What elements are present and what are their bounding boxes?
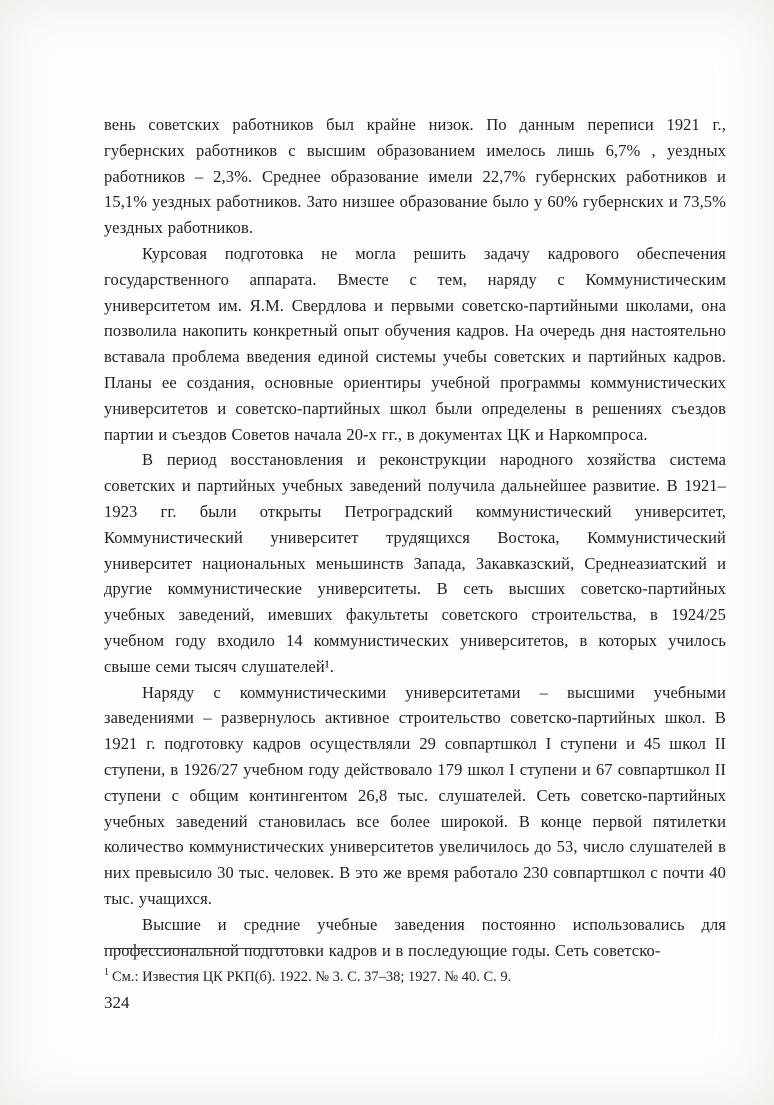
- paragraph: Высшие и средние учебные заведения постоянно использовались для профессиональной подготовки кадров и в последующие годы. Сеть советско-: [104, 914, 726, 960]
- footnote-separator: [104, 948, 294, 949]
- footnote: [104, 963, 726, 987]
- paragraph: В период восстановления и реконструкции народного хозяйства система советских и партийных учебных заведений получила дальнейшее развитие. В 1921–1923 гг. были открыты Петроградский коммунистический университет, Коммунистический университет трудящихся Востока, Коммунистический университет национальных меньшинств Запада, Закавказский, Среднеазиатский и другие коммунистические университеты. В сеть высших советско-партийных учебных заведений, имевших факультеты советского строительства, в 1924/25 учебном году входило 14 коммунистических университетов, в которых училось свыше семи тысяч слушателей¹.: [104, 450, 726, 676]
- footnote-marker: 1: [104, 967, 109, 979]
- page-body-text: [104, 112, 726, 963]
- paragraph: Курсовая подготовка не могла решить задачу кадрового обеспечения государственного аппарата. Вместе с тем, наряду с Коммунистическим университетом им. Я.М. Свердлова и первыми советско-партийными школами, она позволила накопить конкретный опыт обучения кадров. На очередь дня настоятельно вставала проблема введения единой системы учебы советских и партийных кадров. Планы ее создания, основные ориентиры учебной программы коммунистических университетов и советско-партийных школ были определены в решениях съездов партии и съездов Советов начала 20-х гг., в документах ЦК и Наркомпроса.: [104, 243, 726, 444]
- paragraph: вень советских работников был крайне низок. По данным переписи 1921 г., губернских работников с высшим образованием имелось лишь 6,7% , уездных работников – 2,3%. Среднее образование имели 22,7% губернских работников и 15,1% уездных работников. Зато низшее образование было у 60% губернских и 73,5% уездных работников.: [104, 115, 726, 238]
- paragraph: Наряду с коммунистическими университетами – высшими учебными заведениями – развернулось активное строительство советско-партийных школ. В 1921 г. подготовку кадров осуществляли 29 совпартшкол I ступени и 45 школ II ступени, в 1926/27 учебном году действовало 179 школ I ступени и 67 совпартшкол II ступени с общим контингентом 26,8 тыс. слушателей. Сеть советско-партийных учебных заведений становилась все более широкой. В конце первой пятилетки количество коммунистических университетов увеличилось до 53, число слушателей в них превысило 30 тыс. человек. В это же время работало 230 совпартшкол с почти 40 тыс. учащихся.: [104, 682, 726, 908]
- footnote-text: См.: Известия ЦК РКП(б). 1922. № 3. С. 37–38; 1927. № 40. С. 9.: [112, 969, 512, 985]
- footnote-area: [104, 948, 726, 1013]
- page-number: 324: [104, 993, 130, 1012]
